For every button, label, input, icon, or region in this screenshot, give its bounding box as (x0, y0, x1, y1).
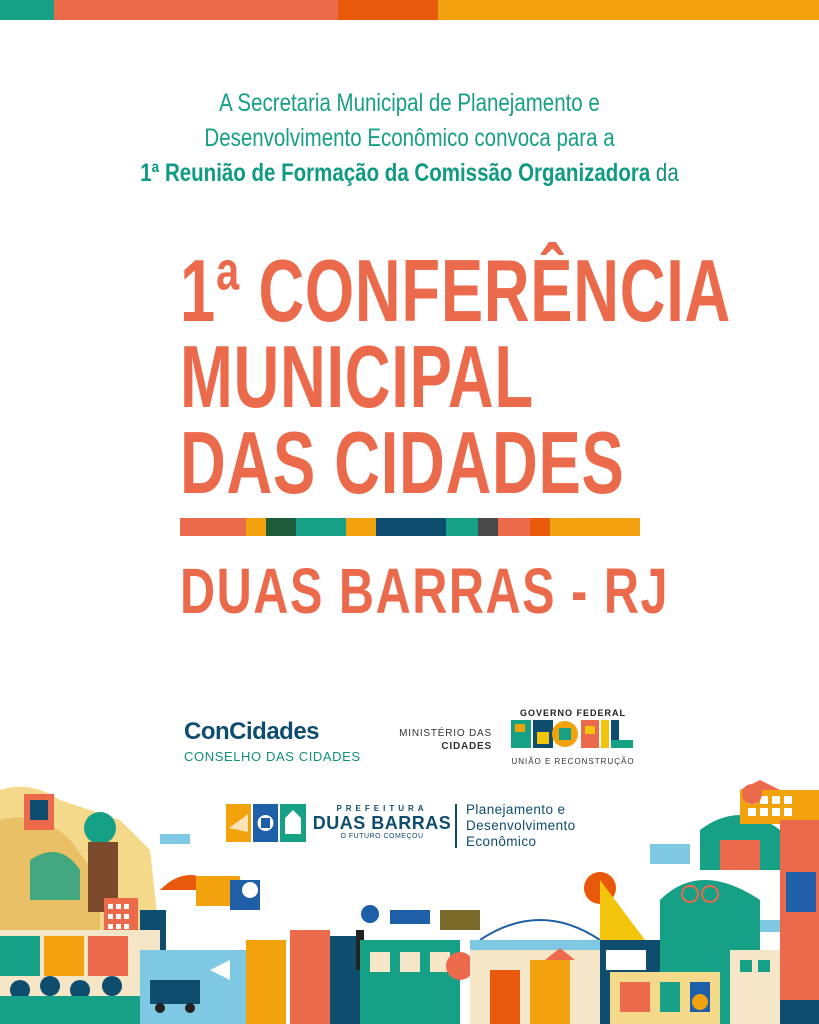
ministerio-line-2: CIDADES (441, 741, 492, 752)
city-name: DUAS BARRAS - RJ (180, 555, 670, 627)
ministerio-line-1: MINISTÉRIO DAS (399, 728, 492, 739)
gov-bottom-text: UNIÃO E RECONSTRUÇÃO (511, 757, 635, 766)
brasil-wordmark-icon (509, 718, 637, 750)
top-color-stripe (0, 0, 819, 20)
governo-federal-logo (508, 708, 638, 766)
concidades-name: ConCidades (184, 718, 320, 745)
pref-name: DUAS BARRAS (312, 813, 452, 833)
intro-line-3 (74, 156, 746, 191)
dept-line-2: Desenvolvimento (466, 818, 576, 833)
pref-small-label: PREFEITURA (336, 804, 428, 813)
title-line-3: DAS CIDADES (180, 413, 625, 512)
pref-slogan: O FUTURO COMEÇOU (340, 833, 424, 840)
dept-line-3: Econômico (466, 834, 537, 849)
intro-text (74, 86, 746, 191)
intro-bold: 1ª Reunião de Formação da Comissão Organizadora (140, 159, 651, 187)
title-line-2: MUNICIPAL (180, 327, 534, 426)
intro-line-1: A Secretaria Municipal de Planejamento e (219, 89, 600, 117)
ministerio-logo (380, 727, 492, 753)
gov-top-text: GOVERNO FEDERAL (519, 708, 626, 718)
intro-tail: da (650, 159, 679, 187)
dept-line-1: Planejamento e (466, 802, 566, 817)
title-line-1: 1ª CONFERÊNCIA (180, 241, 732, 340)
concidades-sub: CONSELHO DAS CIDADES (184, 749, 361, 764)
page-title (180, 241, 732, 512)
color-divider (180, 518, 640, 536)
concidades-logo (184, 718, 364, 764)
city-illustration (0, 760, 819, 1024)
intro-line-2: Desenvolvimento Econômico convoca para a (204, 124, 615, 152)
